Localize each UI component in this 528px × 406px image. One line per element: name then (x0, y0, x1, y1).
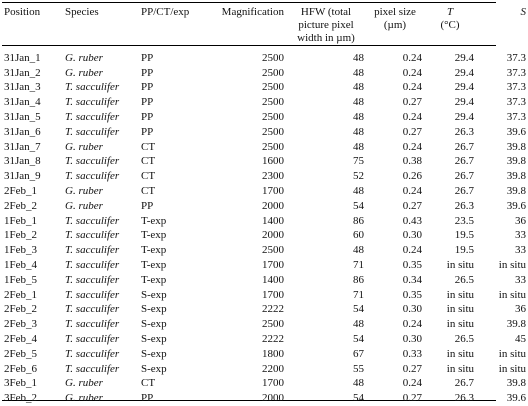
table-row (2, 273, 528, 288)
cell-hfw: 48 (353, 377, 364, 390)
cell-species: T. sacculifer (65, 214, 120, 227)
header-salinity-symbol: S (520, 6, 526, 18)
cell-position: 31Jan_3 (4, 81, 41, 94)
table-row (2, 140, 528, 155)
table-row (2, 110, 528, 125)
cell-hfw: 86 (353, 214, 364, 227)
cell-pixel-size: 0.30 (402, 303, 422, 316)
cell-magnification: 2000 (262, 229, 284, 242)
table-row (2, 303, 528, 318)
cell-pp: S-exp (141, 362, 167, 375)
cell-position: 1Feb_4 (4, 259, 37, 272)
cell-pixel-size: 0.24 (402, 111, 422, 124)
cell-species: T. sacculifer (65, 125, 120, 138)
cell-position: 31Jan_7 (4, 140, 41, 153)
header-temperature (424, 3, 476, 48)
cell-pp: PP (141, 199, 154, 212)
cell-magnification: 2500 (262, 125, 284, 138)
cell-position: 31Jan_4 (4, 96, 41, 109)
cell-magnification: 1600 (262, 155, 284, 168)
header-position: Position (4, 6, 41, 18)
cell-position: 2Feb_3 (4, 318, 37, 331)
cell-salinity: 39.8 (506, 140, 526, 153)
cell-position: 31Jan_9 (4, 170, 41, 183)
table-row (2, 169, 528, 184)
cell-position: 1Feb_2 (4, 229, 37, 242)
data-table (2, 3, 528, 406)
cell-species: T. sacculifer (65, 318, 120, 331)
cell-salinity: in situ (498, 362, 526, 375)
cell-position: 2Feb_1 (4, 288, 37, 301)
cell-salinity: 39.8 (506, 170, 526, 183)
cell-position: 1Feb_5 (4, 273, 37, 286)
table-row (2, 184, 528, 199)
cell-hfw: 54 (353, 333, 364, 346)
cell-pixel-size: 0.34 (402, 273, 422, 286)
cell-species: T. sacculifer (65, 244, 120, 257)
cell-magnification: 2500 (262, 51, 284, 64)
cell-pp: CT (141, 185, 156, 198)
cell-pp: CT (141, 377, 156, 390)
cell-species: T. sacculifer (65, 288, 120, 301)
header-magnification: Magnification (221, 6, 284, 18)
header-temperature-unit: (°C) (440, 19, 460, 31)
cell-pp: PP (141, 96, 154, 109)
cell-species: G. ruber (65, 51, 103, 64)
cell-species: G. ruber (65, 185, 103, 198)
cell-salinity: in situ (498, 288, 526, 301)
cell-species: G. ruber (65, 199, 103, 212)
cell-salinity: 33 (515, 229, 526, 242)
table-row (2, 347, 528, 362)
cell-hfw: 48 (353, 51, 364, 64)
cell-pixel-size: 0.27 (402, 96, 422, 109)
table-row (2, 391, 528, 406)
cell-species: T. sacculifer (65, 303, 120, 316)
cell-pp: S-exp (141, 318, 167, 331)
cell-pp: T-exp (141, 273, 167, 286)
cell-pixel-size: 0.24 (402, 185, 422, 198)
cell-magnification: 2500 (262, 81, 284, 94)
cell-magnification: 1700 (262, 259, 284, 272)
cell-hfw: 48 (353, 111, 364, 124)
cell-temperature: 23.5 (454, 214, 474, 227)
cell-pixel-size: 0.30 (402, 229, 422, 242)
cell-species: T. sacculifer (65, 273, 120, 286)
cell-temperature: 26.5 (454, 273, 474, 286)
cell-position: 31Jan_2 (4, 66, 41, 79)
cell-salinity: 37.3 (506, 111, 526, 124)
cell-magnification: 2500 (262, 140, 284, 153)
cell-position: 2Feb_4 (4, 333, 37, 346)
cell-magnification: 1700 (262, 185, 284, 198)
header-pixel-size: pixel size (µm) (374, 6, 416, 31)
cell-salinity: 33 (515, 244, 526, 257)
cell-pixel-size: 0.27 (402, 392, 422, 405)
cell-position: 2Feb_5 (4, 347, 37, 360)
cell-species: T. sacculifer (65, 170, 120, 183)
cell-pixel-size: 0.35 (402, 259, 422, 272)
cell-pp: CT (141, 155, 156, 168)
cell-hfw: 60 (353, 229, 364, 242)
cell-position: 31Jan_8 (4, 155, 41, 168)
cell-pp: CT (141, 140, 156, 153)
cell-temperature: in situ (446, 259, 474, 272)
cell-salinity: 39.6 (506, 392, 526, 405)
cell-species: T. sacculifer (65, 155, 120, 168)
table-row (2, 362, 528, 377)
cell-salinity: 39.8 (506, 377, 526, 390)
cell-pixel-size: 0.24 (402, 81, 422, 94)
cell-pixel-size: 0.27 (402, 125, 422, 138)
cell-hfw: 86 (353, 273, 364, 286)
cell-salinity: 37.3 (506, 51, 526, 64)
cell-salinity: 39.6 (506, 125, 526, 138)
cell-species: T. sacculifer (65, 229, 120, 242)
cell-salinity: 37.3 (506, 81, 526, 94)
cell-pp: PP (141, 125, 154, 138)
table-row (2, 66, 528, 81)
cell-magnification: 2500 (262, 111, 284, 124)
cell-salinity: 45 (515, 333, 526, 346)
cell-pp: PP (141, 51, 154, 64)
cell-pixel-size: 0.24 (402, 51, 422, 64)
header-row (2, 3, 528, 48)
cell-pixel-size: 0.33 (402, 347, 422, 360)
cell-salinity: 37.3 (506, 96, 526, 109)
cell-pixel-size: 0.24 (402, 244, 422, 257)
table-row (2, 243, 528, 258)
cell-temperature: 26.7 (454, 140, 474, 153)
cell-temperature: 26.3 (454, 392, 474, 405)
cell-hfw: 54 (353, 303, 364, 316)
cell-magnification: 2300 (262, 170, 284, 183)
cell-pixel-size: 0.38 (402, 155, 422, 168)
cell-salinity: 39.6 (506, 199, 526, 212)
table-row (2, 125, 528, 140)
cell-temperature: in situ (446, 347, 474, 360)
cell-magnification: 1400 (262, 273, 284, 286)
cell-pixel-size: 0.24 (402, 318, 422, 331)
cell-hfw: 48 (353, 81, 364, 94)
cell-pixel-size: 0.27 (402, 362, 422, 375)
cell-position: 2Feb_2 (4, 199, 37, 212)
cell-pp: PP (141, 66, 154, 79)
cell-temperature: in situ (446, 288, 474, 301)
cell-temperature: 26.3 (454, 125, 474, 138)
table-row (2, 155, 528, 170)
cell-species: G. ruber (65, 140, 103, 153)
cell-temperature: 19.5 (454, 244, 474, 257)
cell-hfw: 52 (353, 170, 364, 183)
cell-hfw: 75 (353, 155, 364, 168)
cell-position: 1Feb_3 (4, 244, 37, 257)
header-hfw: HFW (total picture pixel width in µm) (297, 6, 355, 44)
table-row (2, 317, 528, 332)
cell-pp: T-exp (141, 214, 167, 227)
cell-salinity: 33 (515, 273, 526, 286)
cell-pixel-size: 0.27 (402, 199, 422, 212)
cell-salinity: 39.8 (506, 318, 526, 331)
cell-position: 31Jan_6 (4, 125, 41, 138)
cell-species: G. ruber (65, 392, 103, 405)
cell-hfw: 55 (353, 362, 364, 375)
cell-hfw: 48 (353, 185, 364, 198)
cell-species: T. sacculifer (65, 347, 120, 360)
cell-magnification: 2500 (262, 244, 284, 257)
cell-pixel-size: 0.35 (402, 288, 422, 301)
cell-salinity: 36 (515, 303, 526, 316)
cell-temperature: 26.3 (454, 199, 474, 212)
cell-salinity: 39.8 (506, 185, 526, 198)
cell-magnification: 2000 (262, 392, 284, 405)
cell-temperature: 29.4 (454, 96, 474, 109)
cell-magnification: 1700 (262, 288, 284, 301)
table-row (2, 199, 528, 214)
cell-temperature: 26.7 (454, 377, 474, 390)
cell-temperature: 29.4 (454, 66, 474, 79)
cell-temperature: 26.7 (454, 170, 474, 183)
cell-species: T. sacculifer (65, 96, 120, 109)
cell-pp: PP (141, 392, 154, 405)
cell-hfw: 48 (353, 140, 364, 153)
cell-pp: S-exp (141, 347, 167, 360)
cell-pp: CT (141, 170, 156, 183)
cell-hfw: 54 (353, 392, 364, 405)
cell-species: T. sacculifer (65, 362, 120, 375)
cell-salinity: in situ (498, 347, 526, 360)
cell-temperature: 29.4 (454, 111, 474, 124)
cell-hfw: 71 (353, 259, 364, 272)
cell-position: 3Feb_1 (4, 377, 37, 390)
header-salinity (476, 3, 528, 48)
table-row (2, 288, 528, 303)
header-species: Species (65, 6, 99, 18)
cell-magnification: 1400 (262, 214, 284, 227)
cell-temperature: 26.5 (454, 333, 474, 346)
cell-position: 2Feb_1 (4, 185, 37, 198)
cell-pp: S-exp (141, 303, 167, 316)
cell-temperature: 29.4 (454, 51, 474, 64)
cell-hfw: 48 (353, 66, 364, 79)
cell-temperature: in situ (446, 303, 474, 316)
cell-magnification: 2500 (262, 318, 284, 331)
table-row (2, 332, 528, 347)
cell-pp: T-exp (141, 259, 167, 272)
table-row (2, 229, 528, 244)
cell-species: T. sacculifer (65, 333, 120, 346)
cell-temperature: in situ (446, 362, 474, 375)
cell-temperature: 29.4 (454, 81, 474, 94)
cell-salinity: in situ (498, 259, 526, 272)
cell-position: 31Jan_1 (4, 51, 41, 64)
cell-pixel-size: 0.30 (402, 333, 422, 346)
table-row (2, 81, 528, 96)
cell-pixel-size: 0.43 (402, 214, 422, 227)
cell-species: G. ruber (65, 66, 103, 79)
cell-hfw: 48 (353, 96, 364, 109)
cell-position: 3Feb_2 (4, 392, 37, 405)
cell-magnification: 2000 (262, 199, 284, 212)
cell-position: 31Jan_5 (4, 111, 41, 124)
cell-pp: S-exp (141, 288, 167, 301)
cell-position: 1Feb_1 (4, 214, 37, 227)
table-row (2, 214, 528, 229)
cell-magnification: 2222 (262, 333, 284, 346)
cell-temperature: 19.5 (454, 229, 474, 242)
cell-pixel-size: 0.24 (402, 66, 422, 79)
cell-species: T. sacculifer (65, 81, 120, 94)
table-row (2, 377, 528, 392)
cell-hfw: 54 (353, 199, 364, 212)
cell-pp: T-exp (141, 229, 167, 242)
cell-magnification: 1700 (262, 377, 284, 390)
cell-magnification: 2500 (262, 96, 284, 109)
cell-hfw: 48 (353, 125, 364, 138)
cell-hfw: 48 (353, 244, 364, 257)
cell-hfw: 67 (353, 347, 364, 360)
cell-pp: PP (141, 81, 154, 94)
cell-magnification: 2200 (262, 362, 284, 375)
cell-temperature: 26.7 (454, 155, 474, 168)
cell-species: G. ruber (65, 377, 103, 390)
table-body (2, 48, 528, 406)
table-row (2, 48, 528, 66)
header-pp: PP/CT/exp (141, 6, 190, 18)
cell-position: 2Feb_2 (4, 303, 37, 316)
cell-hfw: 48 (353, 318, 364, 331)
header-temperature-symbol: T (446, 6, 454, 18)
table-row (2, 95, 528, 110)
cell-magnification: 1800 (262, 347, 284, 360)
cell-temperature: in situ (446, 318, 474, 331)
cell-pp: T-exp (141, 244, 167, 257)
cell-pixel-size: 0.26 (402, 170, 422, 183)
cell-temperature: 26.7 (454, 185, 474, 198)
cell-salinity: 36 (515, 214, 526, 227)
cell-salinity: 39.8 (506, 155, 526, 168)
cell-pp: S-exp (141, 333, 167, 346)
cell-magnification: 2500 (262, 66, 284, 79)
cell-species: T. sacculifer (65, 111, 120, 124)
cell-pp: PP (141, 111, 154, 124)
cell-pixel-size: 0.24 (402, 377, 422, 390)
cell-position: 2Feb_6 (4, 362, 37, 375)
cell-hfw: 71 (353, 288, 364, 301)
cell-salinity: 37.3 (506, 66, 526, 79)
cell-pixel-size: 0.24 (402, 140, 422, 153)
table-row (2, 258, 528, 273)
cell-magnification: 2222 (262, 303, 284, 316)
cell-species: T. sacculifer (65, 259, 120, 272)
